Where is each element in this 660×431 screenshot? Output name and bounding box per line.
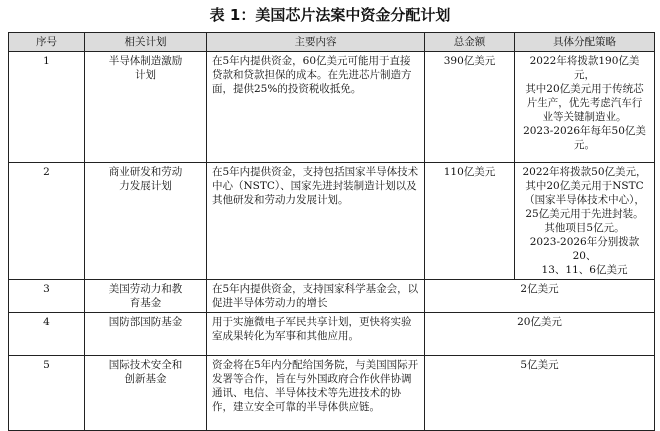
row-total: 5亿美元 (425, 356, 655, 431)
row-total: 390亿美元 (425, 52, 515, 163)
row-plan: 国防部国防基金 (85, 313, 207, 356)
row-content: 在5年内提供资金，支持国家科学基金会，以促进半导体劳动力的增长 (207, 280, 425, 313)
row-content: 在5年内提供资金，支持包括国家半导体技术中心（NSTC）、国家先进封装制造计划以及其他研发和劳动力发展计划。 (207, 163, 425, 280)
table-row (9, 163, 655, 280)
table-row (9, 52, 655, 163)
header-total: 总金额 (425, 33, 515, 52)
row-content: 用于实施微电子军民共享计划，更快将实验室成果转化为军事和其他应用。 (207, 313, 425, 356)
row-number: 5 (9, 356, 85, 431)
table-row (9, 313, 655, 356)
header-no: 序号 (9, 33, 85, 52)
row-plan: 美国劳动力和教 育基金 (85, 280, 207, 313)
row-number: 1 (9, 52, 85, 163)
row-number: 4 (9, 313, 85, 356)
header-plan: 相关计划 (85, 33, 207, 52)
row-number: 2 (9, 163, 85, 280)
header-strategy: 具体分配策略 (515, 33, 655, 52)
row-content: 在5年内提供资金，60亿美元可能用于直接贷款和贷款担保的成本。在先进芯片制造方面，提供25%的投资税收抵免。 (207, 52, 425, 163)
row-number: 3 (9, 280, 85, 313)
header-content: 主要内容 (207, 33, 425, 52)
row-plan: 半导体制造激励 计划 (85, 52, 207, 163)
header-row (9, 33, 655, 52)
row-total: 110亿美元 (425, 163, 515, 280)
row-content: 资金将在5年内分配给国务院，与美国国际开发署等合作，旨在与外国政府合作伙伴协调通讯、电信、半导体技术等先进技术的协作，建立安全可靠的半导体供应链。 (207, 356, 425, 431)
table-caption: 表 1：美国芯片法案中资金分配计划 (209, 6, 451, 24)
row-total: 2亿美元 (425, 280, 655, 313)
row-plan: 国际技术安全和 创新基金 (85, 356, 207, 431)
row-total: 20亿美元 (425, 313, 655, 356)
table-row (9, 280, 655, 313)
row-strategy: 2022年将拨款50亿美元， 其中20亿美元用于NSTC （国家半导体技术中心）， 25亿美元用于先进封装。 其他项目5亿元。 2023-2026年分别拨款20、 13、11、6亿美元 (515, 163, 655, 280)
row-strategy: 2022年将拨款190亿美元， 其中20亿美元用于传统芯 片生产，优先考虑汽车行 业等关键制造业。 2023-2026年每年50亿美元。 (515, 52, 655, 163)
table-row (9, 356, 655, 431)
row-plan: 商业研发和劳动 力发展计划 (85, 163, 207, 280)
fund-allocation-table (8, 32, 655, 431)
